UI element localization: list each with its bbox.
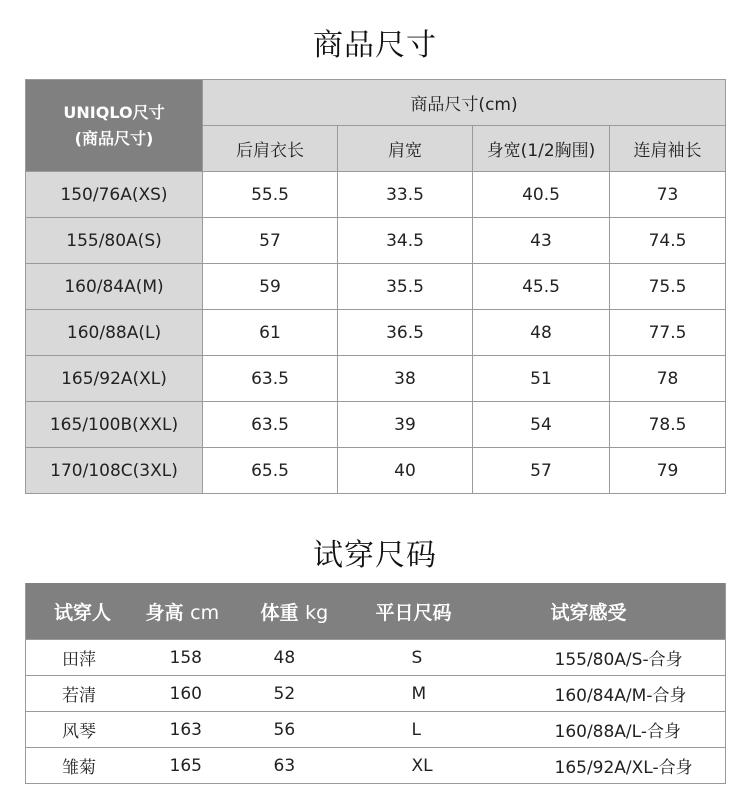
table-cell: 79 xyxy=(610,448,726,494)
height-header xyxy=(126,583,241,640)
person-name: 若清 xyxy=(26,676,126,712)
height-value: 163 xyxy=(126,712,241,748)
table-cell: 57 xyxy=(203,218,338,264)
table-cell: 38 xyxy=(338,356,473,402)
weight-unit: kg xyxy=(305,601,329,624)
table-cell: 51 xyxy=(473,356,610,402)
table-cell: 36.5 xyxy=(338,310,473,356)
weight-value: 48 xyxy=(241,640,356,676)
feel-value: 165/92A/XL-合身 xyxy=(511,748,726,784)
person-name: 田萍 xyxy=(26,640,126,676)
table-row xyxy=(26,676,726,712)
usual-size-value: L xyxy=(356,712,511,748)
feel-header: 试穿感受 xyxy=(511,583,726,640)
table-cell: 43 xyxy=(473,218,610,264)
table-cell: 78.5 xyxy=(610,402,726,448)
table-cell: 65.5 xyxy=(203,448,338,494)
size-label: 160/88A(L) xyxy=(26,310,203,356)
size-label: 155/80A(S) xyxy=(26,218,203,264)
usual-size-value: M xyxy=(356,676,511,712)
table-row xyxy=(26,218,726,264)
table-row xyxy=(26,640,726,676)
table-row xyxy=(26,712,726,748)
usual-size-value: XL xyxy=(356,748,511,784)
table-cell: 45.5 xyxy=(473,264,610,310)
height-value: 158 xyxy=(126,640,241,676)
tryon-table xyxy=(25,583,726,784)
person-name: 雏菊 xyxy=(26,748,126,784)
table-cell: 54 xyxy=(473,402,610,448)
size-header-line1: UNIQLO尺寸 xyxy=(63,102,165,122)
column-header: 身宽(1/2胸围) xyxy=(473,126,610,172)
table-row xyxy=(26,264,726,310)
height-value: 165 xyxy=(126,748,241,784)
feel-value: 160/84A/M-合身 xyxy=(511,676,726,712)
table-cell: 40.5 xyxy=(473,172,610,218)
table-row xyxy=(26,748,726,784)
table-row xyxy=(26,448,726,494)
height-header-label: 身高 xyxy=(145,601,184,624)
weight-value: 63 xyxy=(241,748,356,784)
table-cell: 63.5 xyxy=(203,356,338,402)
person-name: 风琴 xyxy=(26,712,126,748)
table-cell: 77.5 xyxy=(610,310,726,356)
height-unit: cm xyxy=(190,601,220,624)
table-row xyxy=(26,310,726,356)
table-cell: 63.5 xyxy=(203,402,338,448)
size-label: 160/84A(M) xyxy=(26,264,203,310)
tryon-header-row xyxy=(26,583,726,640)
table-cell: 74.5 xyxy=(610,218,726,264)
table-cell: 61 xyxy=(203,310,338,356)
table-cell: 35.5 xyxy=(338,264,473,310)
weight-value: 56 xyxy=(241,712,356,748)
feel-value: 160/88A/L-合身 xyxy=(511,712,726,748)
height-value: 160 xyxy=(126,676,241,712)
table-cell: 73 xyxy=(610,172,726,218)
size-header-line2: (商品尺寸) xyxy=(74,128,154,148)
table-cell: 55.5 xyxy=(203,172,338,218)
person-header: 试穿人 xyxy=(26,583,126,640)
table-cell: 40 xyxy=(338,448,473,494)
table-cell: 59 xyxy=(203,264,338,310)
measurement-group-header: 商品尺寸(cm) xyxy=(203,80,726,126)
column-header: 连肩袖长 xyxy=(610,126,726,172)
size-column-header xyxy=(26,80,203,172)
weight-header-label: 体重 xyxy=(260,601,299,624)
table-row xyxy=(26,402,726,448)
tryon-title: 试穿尺码 xyxy=(313,538,437,573)
table-cell: 48 xyxy=(473,310,610,356)
table-row xyxy=(26,172,726,218)
table-cell: 57 xyxy=(473,448,610,494)
table-cell: 39 xyxy=(338,402,473,448)
size-label: 165/92A(XL) xyxy=(26,356,203,402)
size-chart-table xyxy=(25,79,726,494)
table-row xyxy=(26,356,726,402)
weight-value: 52 xyxy=(241,676,356,712)
size-label: 150/76A(XS) xyxy=(26,172,203,218)
size-label: 170/108C(3XL) xyxy=(26,448,203,494)
table-cell: 34.5 xyxy=(338,218,473,264)
size-chart-title: 商品尺寸 xyxy=(313,28,437,63)
size-label: 165/100B(XXL) xyxy=(26,402,203,448)
table-cell: 33.5 xyxy=(338,172,473,218)
column-header: 肩宽 xyxy=(338,126,473,172)
table-cell: 75.5 xyxy=(610,264,726,310)
usual-size-header: 平日尺码 xyxy=(356,583,511,640)
column-header: 后肩衣长 xyxy=(203,126,338,172)
table-cell: 78 xyxy=(610,356,726,402)
weight-header xyxy=(241,583,356,640)
usual-size-value: S xyxy=(356,640,511,676)
feel-value: 155/80A/S-合身 xyxy=(511,640,726,676)
